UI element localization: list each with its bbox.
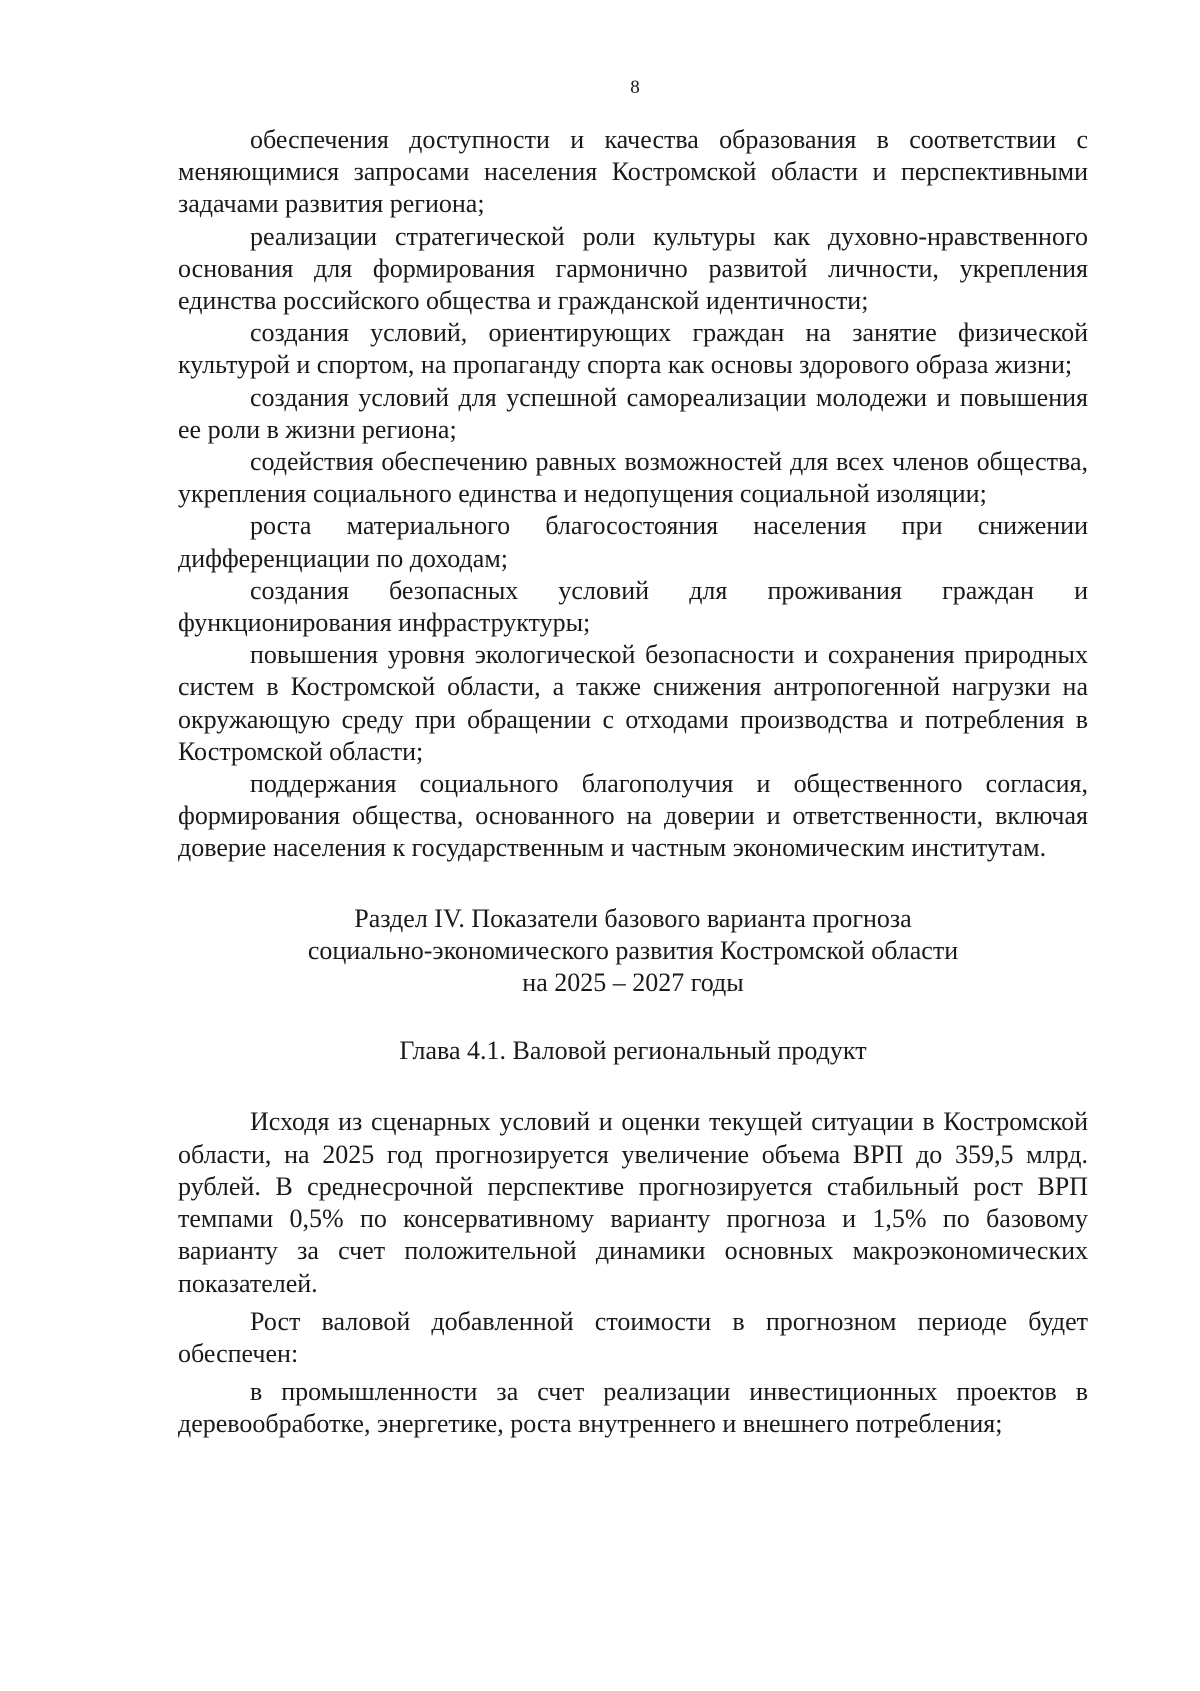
document-body [178, 124, 1088, 1441]
page-number: 8 [630, 77, 640, 98]
paragraph-industry: в промышленности за счет реализации инвестиционных проектов в деревообработке, энергетике, роста внутреннего и внешнего потребления; [178, 1377, 1088, 1439]
paragraph-wellbeing: роста материального благосостояния населения при снижении дифференциации по доходам; [178, 511, 1088, 573]
paragraph-social-consent: поддержания социального благополучия и общественного согласия, формирования общества, основанного на доверии и ответственности, включая доверие населения к государственным и частным экономическим институтам. [178, 769, 1088, 863]
paragraph-youth: создания условий для успешной самореализации молодежи и повышения ее роли в жизни региона; [178, 382, 1088, 444]
section-title-line: на 2025 – 2027 годы [522, 968, 744, 998]
section-title-line: социально-экономического развития Костромской области [307, 935, 959, 965]
paragraph-sport: создания условий, ориентирующих граждан на занятие физической культурой и спортом, на пропаганду спорта как основы здорового образа жизни; [178, 318, 1088, 380]
paragraph-culture: реализации стратегической роли культуры как духовно-нравственного основания для формирования гармонично развитой личности, укрепления единства российского общества и гражданской идентичности; [178, 221, 1088, 316]
paragraph-grp-forecast: Исходя из сценарных условий и оценки текущей ситуации в Костромской области, на 2025 год прогнозируется увеличение объема ВРП до 359,5 млрд. рублей. В среднесрочной перспективе прогнозируется стабильный рост ВРП темпами 0,5% по консервативному варианту прогноза и 1,5% по базовому варианту за счет положительной динамики основных макроэкономических показателей. [178, 1107, 1088, 1298]
paragraph-equal-opportunities: содействия обеспечению равных возможностей для всех членов общества, укрепления социального единства и недопущения социальной изоляции; [178, 447, 1088, 509]
paragraph-safety: создания безопасных условий для проживания граждан и функционирования инфраструктуры; [178, 575, 1088, 638]
chapter-title: Глава 4.1. Валовой региональный продукт [399, 1036, 867, 1066]
section-title-line: Раздел IV. Показатели базового варианта прогноза [354, 903, 912, 933]
paragraph-education: обеспечения доступности и качества образования в соответствии с меняющимися запросами населения Костромской области и перспективными задачами развития региона; [178, 125, 1088, 219]
section-title [178, 903, 1088, 1000]
paragraph-ecology: повышения уровня экологической безопасности и сохранения природных систем в Костромской области, а также снижения антропогенной нагрузки на окружающую среду при обращении с отходами производства и потребления в Костромской области; [178, 640, 1088, 766]
paragraph-value-added: Рост валовой добавленной стоимости в прогнозном периоде будет обеспечен: [178, 1306, 1088, 1368]
